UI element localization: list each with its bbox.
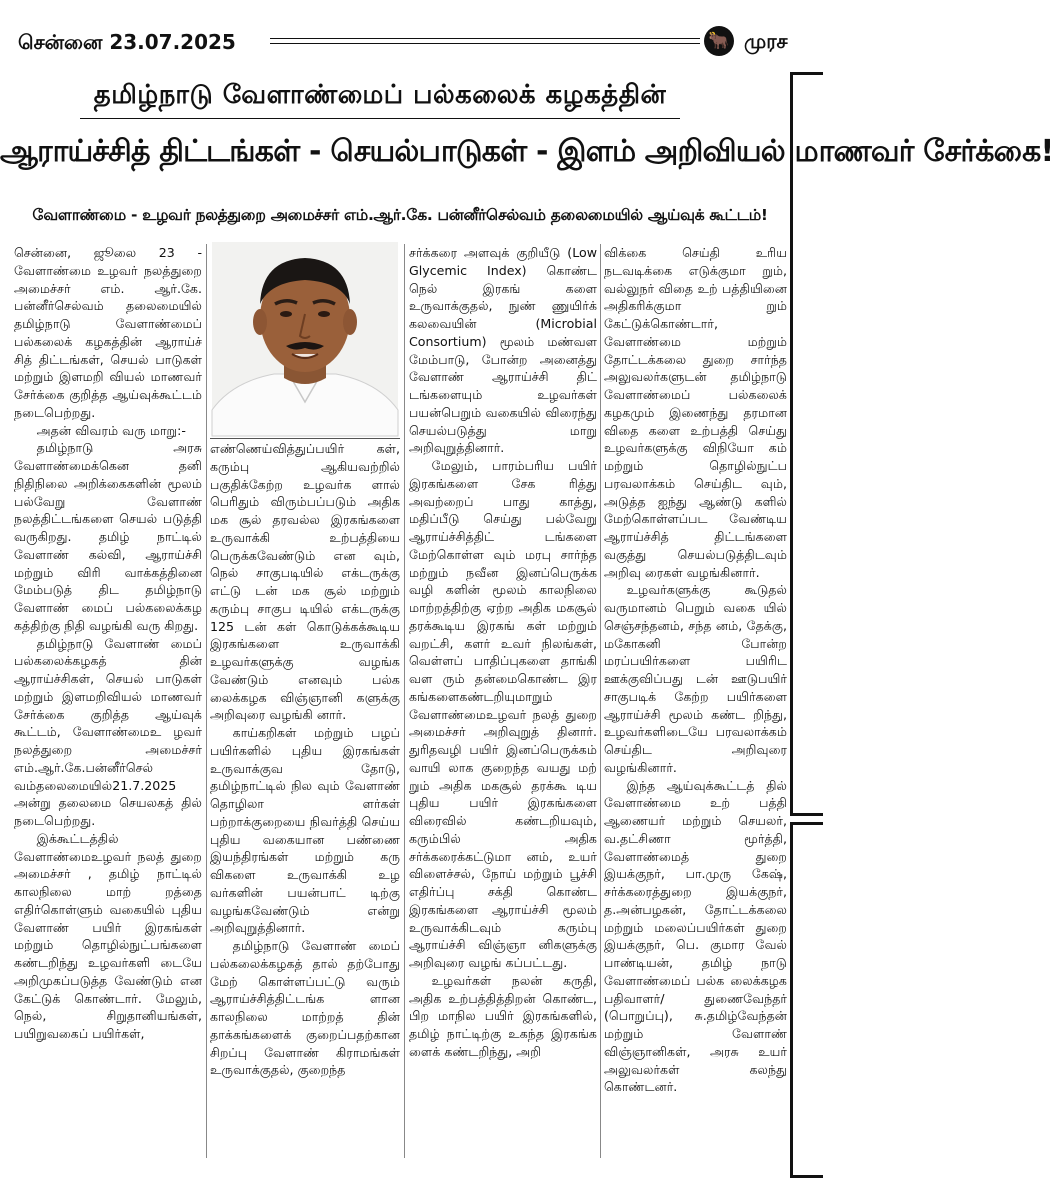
paragraph: உழவர்கள் நலன் கருதி, அதிக உற்பத்தித்திறன் கொண்ட, பிற மாநில பயிர் இரகங்களில், தமிழ் நாட்டிற்கு உகந்த இரகங்க ளைக் கண்டறிந்து, அறி: [409, 972, 597, 1059]
paragraph: மேலும், பாரம்பரிய பயிர் இரகங்களை சேக ரித்து அவற்றைப் பாது காத்து, மதிப்பீடு செய்து பல்வேறு ஆராய்ச்சித்திட் டங்களை மேற்கொள்ள வும் மரபு சார்ந்த மற்றும் நவீன இனப்பெருக்க வழி களின் மூலம் காலநிலை மாற்றத்திற்கு ஏற்ற அதிக மகசூல் தரக்கூடிய இரகங் கள் மற்றும் வறட்சி, களர் உவர் நிலங்கள், வெள்ளப் பாதிப்புகளை தாங்கி வள ரும் தன்மைகொண்ட இர கங்களைகண்டறியுமாறும் வேளாண்மைஉழவர் நலத் துறை அமைச்சர் அறிவுறுத் தினார். துரிதவழி பயிர் இனப்பெருக்கம் வாயி லாக குறைந்த வயது மற் றும் அதிக மகசூல் தரக்கூ டிய புதிய பயிர் இரகங்களை விரைவில் கண்டறியவும், கரும்பில் அதிக சர்க்கரைக்கட்டுமா னம், உயர் விளைச்சல், நோய் மற்றும் பூச்சி எதிர்ப்பு சக்தி கொண்ட இரகங்களை ஆராய்ச்சி மூலம் உருவாக்கிடவும் கரும்பு ஆராய்ச்சி விஞ்ஞா னிகளுக்கு அறிவுரை வழங் கப்பட்டது.: [409, 458, 597, 970]
subheadline-bar: [12, 198, 788, 234]
paragraph: இக்கூட்டத்தில் வேளாண்மைஉழவர் நலத் துறை அமைச்சர் , தமிழ் நாட்டில் காலநிலை மாற் றத்தை எதிர்கொள்ளும் வகையில் புதிய வேளாண் பயிர் இரகங்கள் மற்றும் தொழில்நுட்பங்களை கண்டறிந்து உழவர்களி டையே அறிமுகப்படுத்த வேண்டும் என கேட்டுக் கொண்டார். மேலும், நெல், சிறுதானியங்கள், பயிறுவகைப் பயிர்கள்,: [14, 830, 202, 1041]
headline-underline: [80, 118, 680, 119]
paragraph: சர்க்கரை அளவுக் குறியீடு (Low Glycemic Index) கொண்ட நெல் இரகங் களை உருவாக்குதல், நுண் ணுயிர்க் கலவையின் (Microbial Consortium) மூலம் மண்வள மேம்பாடு, போன்ற அனைத்து வேளாண் ஆராய்ச்சி திட் டங்களையும் உழவர்கள் பயன்பெறும் வகையில் விரைந்து செயல்படுத்து மாறு அறிவுறுத்தினார்.: [409, 245, 597, 456]
adjacent-article-border-lower: [790, 822, 823, 1178]
paper-name: முரச: [744, 29, 788, 53]
paragraph: தமிழ்நாடு அரசு வேளாண்மைக்கென தனி நிதிநிலை அறிக்கைகளின் மூலம் பல்வேறு வேளாண் நலத்திட்டங்களை செயல் படுத்தி வருகிறது. தமிழ் நாட்டில் வேளாண் கல்வி, ஆராய்ச்சி மற்றும் விரி வாக்கத்தினை மேம்படுத் திட தமிழ்நாடு வேளாண் மைப் பல்கலைக்கழ கத்திற்கு நிதி வழங்கி வரு கிறது.: [14, 440, 202, 633]
paragraph: காய்கறிகள் மற்றும் பழப் பயிர்களில் புதிய இரகங்கள் உருவாக்குவ தோடு, தமிழ்நாட்டில் நில வும் வேளாண் தொழிலா ளர்கள் பற்றாக்குறையை நிவர்த்தி செய்ய புதிய வகையான பண்ணை இயந்திரங்கள் மற்றும் கரு விகளை உருவாக்கி உழ வர்களின் பயன்பாட் டிற்கு வழங்கவேண்டும் என்று அறிவுறுத்தினார்.: [210, 725, 400, 936]
column-divider: [206, 244, 207, 1158]
article-column-1: [14, 244, 202, 1156]
subheadline: வேளாண்மை - உழவர் நலத்துறை அமைச்சர் எம்.ஆர்.கே. பன்னீர்செல்வம் தலைமையில் ஆய்வுக் கூட்டம்!: [32, 206, 768, 224]
paragraph: உழவர்களுக்கு கூடுதல் வருமானம் பெறும் வகை யில் செஞ்சந்தனம், சந்த னம், தேக்கு, மகோகனி போன்ற மரப்பயிர்களை பயிரிட ஊக்குவிப்பது டன் ஊடுபயிர் சாகுபடிக் கேற்ற பயிர்களை ஆராய்ச்சி மூலம் கண்ட றிந்து, உழவர்களிடையே பரவலாக்கம் செய்திட அறிவுரை வழங்கினார்.: [604, 582, 787, 775]
paragraph: விக்கை செய்தி உரிய நடவடிக்கை எடுக்குமா றும், வல்லுநர் விதை உற் பத்தியினை அதிகரிக்குமா றும் கேட்டுக்கொண்டார், வேளாண்மை மற்றும் தோட்டக்கலை துறை சார்ந்த அலுவலர்களுடன் தமிழ்நாடு வேளாண்மைப் பல்கலைக் கழகமும் இணைந்து தரமான விதை களை உற்பத்தி செய்து உழவர்களுக்கு விநியோ கம் மற்றும் தொழில்நுட்ப பரவலாக்கம் செய்திட வும், அடுத்த ஐந்து ஆண்டு களில் மேற்கொள்ளப்பட வேண்டிய ஆராய்ச்சித் திட்டங்களை வகுத்து செயல்படுத்திடவும் அறிவு ரைகள் வழங்கினார்.: [604, 245, 787, 580]
paragraph: சென்னை, ஜூலை 23 - வேளாண்மை உழவர் நலத்துறை அமைச்சர் எம். ஆர்.கே. பன்னீர்செல்வம் தலைமையில் தமிழ்நாடு வேளாண்மைப் பல்கலைக் கழகத்தின் ஆராய்ச் சித் திட்டங்கள், செயல் பாடுகள் மற்றும் இளமறி வியல் மாணவர் சேர்க்கை குறித்த ஆய்வுக்கூட்டம் நடைபெற்றது.: [14, 245, 202, 420]
portrait-illustration: [212, 242, 398, 436]
bull-icon: 🐂: [704, 26, 734, 56]
dateline: சென்னை 23.07.2025: [18, 30, 236, 54]
minister-photo: [212, 242, 398, 436]
paragraph: எண்ணெய்வித்துப்பயிர் கள், கரும்பு ஆகியவற்றில் பகுதிக்கேற்ற உழவர்க ளால் பெரிதும் விரும்பப்படும் அதிக மக சூல் தரவல்ல இரகங்களை உருவாக்கி உற்பத்தியை பெருக்கவேண்டும் என வும், நெல் சாகுபடியில் எக்டருக்கு எட்டு டன் மக சூல் மற்றும் கரும்பு சாகுப டியில் எக்டருக்கு 125 டன் கள் கொடுக்கக்கூடிய இரகங்களை உருவாக்கி உழவர்களுக்கு வழங்க வேண்டும் எனவும் பல்க லைக்கழக விஞ்ஞானி களுக்கு அறிவுரை வழங்கி னார்.: [210, 441, 400, 723]
article-column-2: [210, 440, 400, 1156]
paragraph: தமிழ்நாடு வேளாண் மைப் பல்கலைக்கழகத் தால் தற்போது மேற் கொள்ளப்பட்டு வரும் ஆராய்ச்சித்திட்டங்க ளான காலநிலை மாற்றத் தின் தாக்கங்களைக் குறைப்பதற்கான சிறப்பு வேளாண் கிராமங்கள் உருவாக்குதல், குறைந்த: [210, 938, 400, 1078]
photo-bottom-rule: [210, 438, 400, 439]
masthead-rule: [270, 38, 700, 44]
headline-line-1: தமிழ்நாடு வேளாண்மைப் பல்கலைக் கழகத்தின்: [93, 80, 667, 110]
adjacent-article-border: [790, 72, 823, 816]
masthead: [0, 0, 800, 68]
article-column-3: [409, 244, 597, 1156]
paragraph: தமிழ்நாடு வேளாண் மைப் பல்கலைக்கழகத் தின் ஆராய்ச்சிகள், செயல் பாடுகள் மற்றும் இளமறிவியல் மாணவர் சேர்க்கை குறித்த ஆய்வுக் கூட்டம், வேளாண்மைஉ ழவர் நலத்துறை அமைச்சர் எம்.ஆர்.கே.பன்னீர்செல் வம்தலைமையில்21.7.2025 அன்று தலைமை செயலகத் தில் நடைபெற்றது.: [14, 635, 202, 828]
column-divider: [600, 244, 601, 1158]
headline-line-2: ஆராய்ச்சித் திட்டங்கள் - செயல்பாடுகள் - இளம் அறிவியல் மாணவர் சேர்க்கை!: [0, 134, 1053, 169]
paragraph: இந்த ஆய்வுக்கூட்டத் தில் வேளாண்மை உற் பத்தி ஆணையர் மற்றும் செயலர், வ.தட்சிணா மூர்த்தி, வேளாண்மைத் துறை இயக்குநர், பா.முரு கேஷ், சர்க்கரைத்துறை இயக்குநர், த.அன்பழகன், தோட்டக்கலை மற்றும் மலைப்பயிர்கள் துறை இயக்குநர், பெ. குமார வேல் பாண்டியன், தமிழ் நாடு வேளாண்மைப் பல்க லைக்கழக பதிவாளர்/ துணைவேந்தர் (பொறுப்பு), சு.தமிழ்வேந்தன் மற்றும் வேளாண் விஞ்ஞானிகள், அரசு உயர் அலுவலர்கள் கலந்து கொண்டனர்.: [604, 777, 787, 1095]
article-column-4: [604, 244, 787, 1156]
column-divider: [404, 244, 405, 1158]
paragraph: அதன் விவரம் வரு மாறு:-: [36, 422, 186, 438]
